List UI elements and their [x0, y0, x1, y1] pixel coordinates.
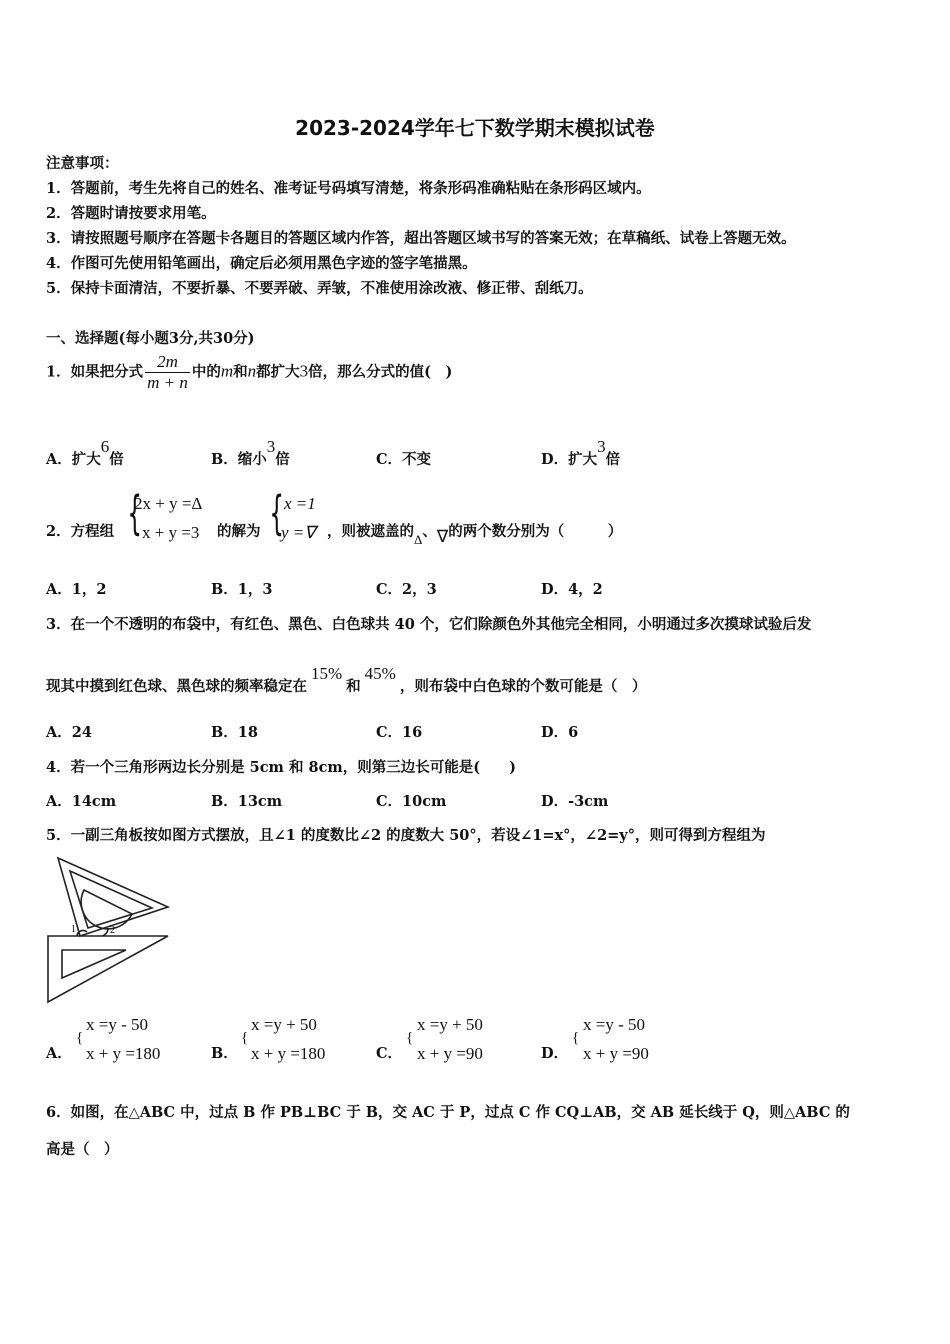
q4-text: 4．若一个三角形两边长分别是 5cm 和 8cm，则第三边长可能是( )	[46, 759, 516, 776]
note-item: 4．作图可先使用铅笔画出，确定后必须用黑色字迹的签字笔描黑。	[46, 255, 477, 272]
option-label: C．不变	[376, 451, 432, 468]
q5-option-a-brace: {	[76, 1030, 84, 1046]
q2-solution-brace: {	[269, 486, 284, 540]
q2-tail1: ，则被遮盖的	[327, 523, 414, 540]
q4-option-b[interactable]: B．13cm	[211, 793, 283, 810]
q2-system-brace: {	[127, 486, 142, 540]
option-label: D．扩大	[541, 451, 598, 468]
q4-option-c[interactable]: C．10cm	[376, 793, 447, 810]
q2-eq1: 2x + y =Δ	[134, 494, 203, 513]
option-label: B．缩小	[211, 451, 267, 468]
q3-text: 现其中摸到红色球、黑色球的频率稳定在	[46, 678, 307, 695]
q3-text: 和	[346, 678, 361, 695]
note-item: 2．答题时请按要求用笔。	[46, 205, 216, 222]
q5-text: 5．一副三角板按如图方式摆放，且∠1 的度数比∠2 的度数大 50°，若设∠1=x°，∠2=y°，则可得到方程组为	[46, 827, 766, 844]
triangle-ruler-figure	[44, 852, 174, 1007]
option-tail: 倍	[275, 451, 290, 468]
option-sup: 3	[266, 437, 276, 456]
q1-text: 和	[233, 363, 248, 381]
q2-mid: 的解为	[217, 523, 261, 540]
q5-option-d-brace: {	[572, 1030, 580, 1046]
q4-option-a[interactable]: A．14cm	[46, 793, 117, 810]
section-heading: 一、选择题(每小题3分,共30分)	[46, 330, 255, 347]
q2-sol2: y =∇	[281, 523, 316, 542]
q5-option-b-eq1: x =y + 50	[251, 1015, 317, 1034]
q5-option-a-label[interactable]: A．	[46, 1045, 72, 1062]
q5-option-a-eq2: x + y =180	[86, 1044, 161, 1063]
q3-option-c[interactable]: C．16	[376, 724, 423, 741]
q2-option-b[interactable]: B．1，3	[211, 581, 273, 598]
q2-prefix: 2．方程组	[46, 523, 115, 540]
q2-sol1: x =1	[284, 494, 316, 513]
q3-text: ，则布袋中白色球的个数可能是（ ）	[399, 678, 647, 695]
note-item: 1．答题前，考生先将自己的姓名、准考证号码填写清楚，将条形码准确粘贴在条形码区域内。	[46, 180, 651, 197]
q1-fraction	[145, 352, 190, 393]
q5-option-c-brace: {	[406, 1030, 414, 1046]
q2-tail2: 的两个数分别为（ ）	[448, 523, 623, 540]
note-item: 5．保持卡面清洁，不要折暴、不要弄破、弄皱，不准使用涂改液、修正带、刮纸刀。	[46, 280, 593, 297]
note-item: 3．请按照题号顺序在答题卡各题目的答题区域内作答，超出答题区域书写的答案无效；在草稿纸、试卷上答题无效。	[46, 230, 796, 247]
q5-option-b-label[interactable]: B．	[211, 1045, 238, 1062]
q5-option-b-brace: {	[241, 1030, 249, 1046]
q6-line2: 高是（ ）	[46, 1141, 119, 1158]
q1-frac-num: 2m	[157, 352, 178, 371]
lower-set-square	[48, 936, 168, 1002]
q5-option-d-eq2: x + y =90	[583, 1044, 649, 1063]
q5-option-c-eq1: x =y + 50	[417, 1015, 483, 1034]
q3-percent-1: 15%	[311, 664, 343, 683]
notes-heading: 注意事项：	[46, 155, 119, 172]
option-label: A．扩大	[46, 451, 101, 468]
q1-option-a[interactable]	[46, 437, 124, 469]
q5-option-c-eq2: x + y =90	[417, 1044, 483, 1063]
q5-option-a-eq1: x =y - 50	[86, 1015, 148, 1034]
page-title: 2023-2024学年七下数学期末模拟试卷	[295, 116, 655, 140]
q5-option-d-eq1: x =y - 50	[583, 1015, 645, 1034]
q1-text: 倍，那么分式的值( )	[308, 363, 453, 381]
q6-line1: 6．如图，在△ABC 中，过点 B 作 PB⊥BC 于 B，交 AC 于 P，过点 C 作 CQ⊥AB，交 AB 延长线于 Q，则△ABC 的	[46, 1104, 850, 1121]
q3-line1: 3．在一个不透明的布袋中，有红色、黑色、白色球共 40 个，它们除颜色外其他完全相同，小明通过多次摸球试验后发	[46, 616, 812, 633]
q1-option-c[interactable]	[376, 448, 431, 469]
q2-option-a[interactable]: A．1，2	[46, 581, 107, 598]
q3-option-d[interactable]: D．6	[541, 724, 579, 741]
q3-option-b[interactable]: B．18	[211, 724, 258, 741]
q2-sym2: ∇	[436, 527, 449, 546]
q2-eq2: x + y =3	[142, 523, 200, 542]
q1-factor: 3	[299, 361, 309, 381]
q1-prefix: 1．如果把分式	[46, 363, 144, 381]
option-sup: 3	[597, 437, 606, 456]
q4-option-d[interactable]: D．-3cm	[541, 793, 609, 810]
option-sup: 6	[100, 437, 110, 456]
q2-tail	[327, 520, 623, 547]
option-tail: 倍	[109, 451, 124, 468]
q3-line2	[46, 664, 647, 696]
q5-option-b-eq2: x + y =180	[251, 1044, 326, 1063]
q3-percent-2: 45%	[364, 664, 396, 683]
q1-option-b[interactable]	[211, 437, 290, 469]
q1-var-m: m	[220, 361, 234, 381]
angle-label-1: 1	[71, 924, 76, 935]
q5-option-c-label[interactable]: C．	[376, 1045, 403, 1062]
q1-var-n: n	[247, 361, 257, 381]
q2-sym1: Δ	[414, 532, 423, 547]
option-tail: 倍	[605, 451, 621, 468]
upper-set-square-inner	[70, 871, 152, 928]
q1-frac-den: m + n	[147, 373, 188, 392]
angle-label-2: 2	[110, 925, 115, 936]
q1-text: 都扩大	[256, 363, 300, 381]
q2-option-c[interactable]: C．2，3	[376, 581, 437, 598]
q3-option-a[interactable]: A．24	[46, 724, 92, 741]
q1-text: 中的	[191, 363, 221, 381]
question-1	[46, 352, 452, 393]
q5-option-d-label[interactable]: D．	[541, 1045, 569, 1062]
q1-option-d[interactable]	[541, 437, 621, 469]
q2-option-d[interactable]: D．4，2	[541, 581, 603, 598]
q2-sep: 、	[422, 523, 437, 540]
